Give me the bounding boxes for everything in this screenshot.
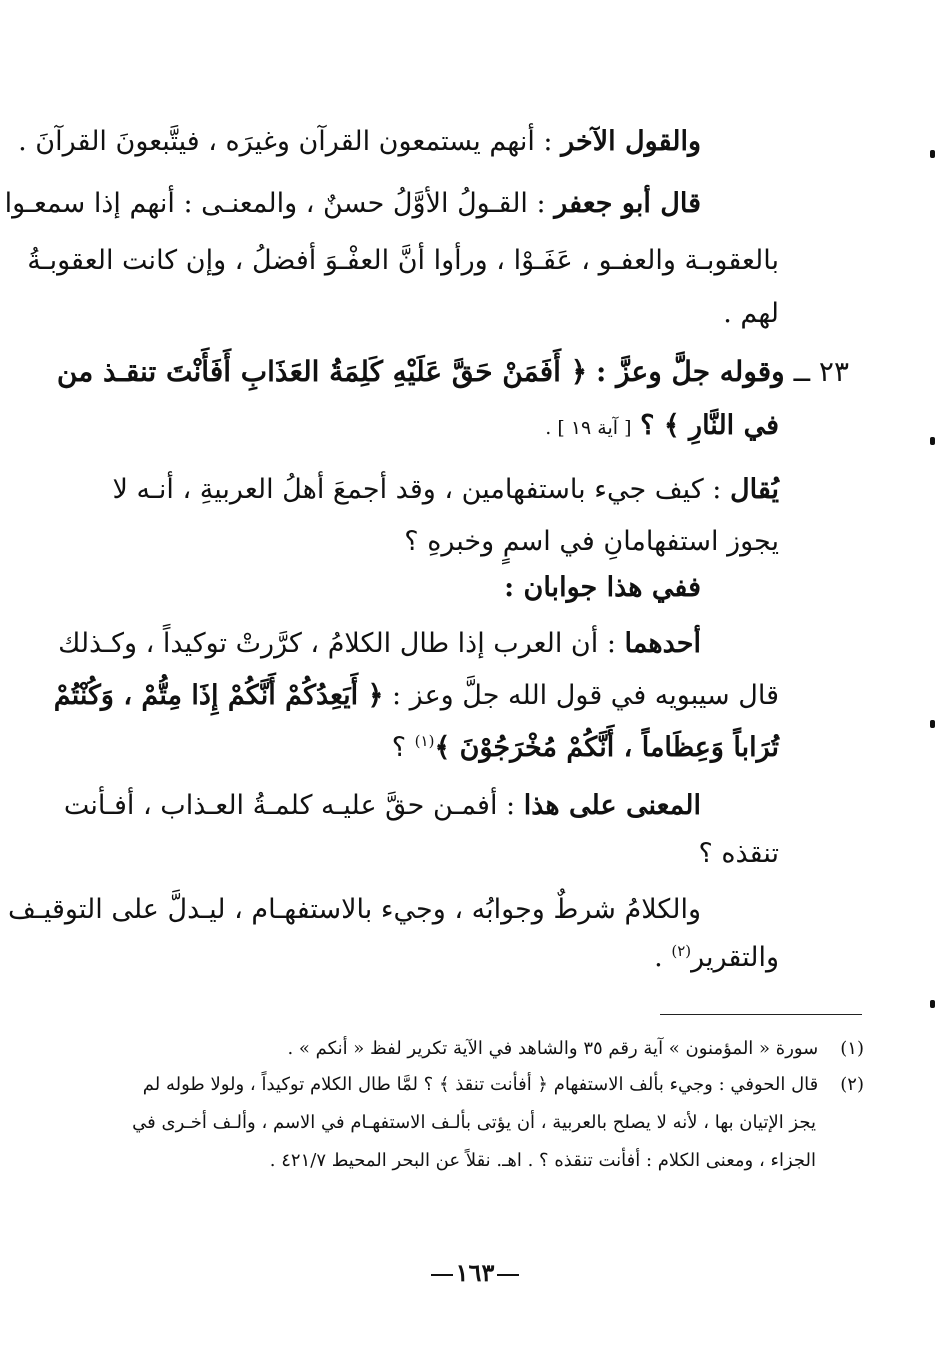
para-3-line-2 bbox=[545, 412, 779, 439]
para-6-text: : أن العرب إذا طال الكلامُ ، كرَّرتْ توكيداً ، وكـذلك bbox=[58, 628, 616, 659]
footnote-2-number: (٢) bbox=[840, 1074, 864, 1095]
quran-verse-part-2: في النَّارِ ﴾ ؟ bbox=[640, 410, 779, 441]
footnote-2-text-1: قال الحوفي : وجيء بألف الاستفهام ﴿ أفأنت تنقذ ﴾ ؟ لمَّا طال الكلام توكيداً ، ولولا طوله لم bbox=[142, 1074, 819, 1095]
footnote-separator bbox=[660, 1014, 862, 1015]
para-6-line-3 bbox=[392, 734, 779, 761]
para-7-line-1 bbox=[64, 792, 701, 819]
para-6-line-2-plain: قال سيبويه في قول الله جلَّ وعز : bbox=[392, 680, 779, 711]
scan-mark bbox=[930, 437, 935, 445]
para-3-intro: وقوله جلَّ وعزَّ : bbox=[596, 355, 785, 388]
quran-quote-part-1: ﴿ أَيَعِدُكُمْ أَنَّكُمْ إِذَا مِتُّمْ ، وَكُنْتُمْ bbox=[53, 680, 384, 711]
item-dash: ــ bbox=[793, 355, 811, 388]
para-1-label: والقول الآخر bbox=[561, 126, 701, 157]
para-4-line-2: يجوز استفهامانِ في اسمٍ وخبرهِ ؟ bbox=[404, 526, 779, 557]
para-2-line-2: بالعقوبـة والعفـو ، عَفَـوْا ، ورأوا أنَّ العفْـوَ أفضلُ ، وإن كانت العقوبـةُ bbox=[27, 245, 779, 276]
para-4-text: : كيف جيء باستفهامين ، وقد أجمعَ أهلُ العربيةِ ، أنـه لا bbox=[112, 474, 722, 505]
scan-mark bbox=[930, 150, 935, 158]
quran-verse-part-1: ﴿ أَفَمَنْ حَقَّ عَلَيْهِ كَلِمَةُ العَذَابِ أَفَأَنْتَ تنقـذ من bbox=[56, 355, 588, 388]
para-6-line-3-end: ؟ bbox=[391, 732, 407, 763]
para-6-line-2 bbox=[54, 682, 779, 709]
para-3-line-1 bbox=[56, 355, 849, 388]
footnote-1-number: (١) bbox=[840, 1038, 864, 1059]
footnote-ref-2: (٢) bbox=[671, 942, 692, 960]
footnote-1-text: سورة « المؤمنون » آية رقم ٣٥ والشاهد في الآية تكرير لفظ « أنكم » . bbox=[287, 1038, 819, 1059]
footnote-2-line-1 bbox=[143, 1076, 864, 1094]
para-8-line-1: والكلامُ شرطٌ وجوابُه ، وجيء بالاستفهـام ، ليـدلَّ على التوقيـف bbox=[8, 894, 701, 925]
para-7-text: : أفمـن حقَّ عليـه كلمـةُ العـذاب ، أفـأنت bbox=[63, 790, 516, 821]
para-2-line-1 bbox=[5, 190, 701, 217]
para-2-label: قال أبو جعفر bbox=[554, 188, 701, 219]
footnote-2-line-3: الجزاء ، ومعنى الكلام : أفأنت تنقذه ؟ . اهـ. نقلاً عن البحر المحيط ٤٢١/٧ . bbox=[269, 1150, 816, 1171]
scan-mark bbox=[930, 1000, 935, 1008]
page-number-value: ١٦٣ bbox=[455, 1258, 495, 1287]
scan-mark bbox=[930, 720, 935, 728]
quran-quote-part-2: تُرَاباً وَعِظَاماً ، أَنَّكُمْ مُخْرَجُوْنَ ﴾ bbox=[434, 732, 779, 763]
para-4-label: يُقال bbox=[729, 474, 779, 505]
para-6-line-1 bbox=[58, 630, 701, 657]
para-4-line-1 bbox=[113, 476, 779, 503]
page-number bbox=[420, 1258, 530, 1287]
footnote-ref-1: (١) bbox=[414, 732, 435, 750]
para-1-line-1 bbox=[18, 128, 701, 155]
footnote-2-line-2: يجز الإتيان بها ، لأنه لا يصلح بالعربية ، أن يؤتى بألـف الاستفهـام في الاسم ، وألـف أخـرى في bbox=[132, 1112, 816, 1133]
footnote-1-line-1 bbox=[287, 1040, 864, 1058]
para-2-text: : القـولُ الأوَّلُ حسنٌ ، والمعنـى : أنهم إذا سمعـوا bbox=[4, 188, 546, 219]
para-7-label: المعنى على هذا bbox=[523, 790, 701, 821]
item-number: ٢٣ bbox=[818, 355, 849, 388]
page-number-dash-left bbox=[431, 1274, 453, 1276]
para-8-line-2-text: والتقرير bbox=[691, 942, 779, 973]
verse-reference: [ آية ١٩ ] . bbox=[545, 417, 632, 439]
para-8-line-2-end: . bbox=[654, 942, 663, 973]
para-6-label: أحدهما bbox=[624, 628, 701, 659]
para-2-line-3: لهم . bbox=[723, 298, 779, 329]
para-1-text: : أنهم يستمعون القرآن وغيرَه ، فيتَّبعونَ القرآنَ . bbox=[18, 126, 553, 157]
para-8-line-2 bbox=[654, 944, 779, 971]
para-7-line-2: تنقذه ؟ bbox=[698, 838, 779, 869]
page-number-dash-right bbox=[497, 1274, 519, 1276]
para-5-line-1: ففي هذا جوابان : bbox=[504, 572, 701, 603]
